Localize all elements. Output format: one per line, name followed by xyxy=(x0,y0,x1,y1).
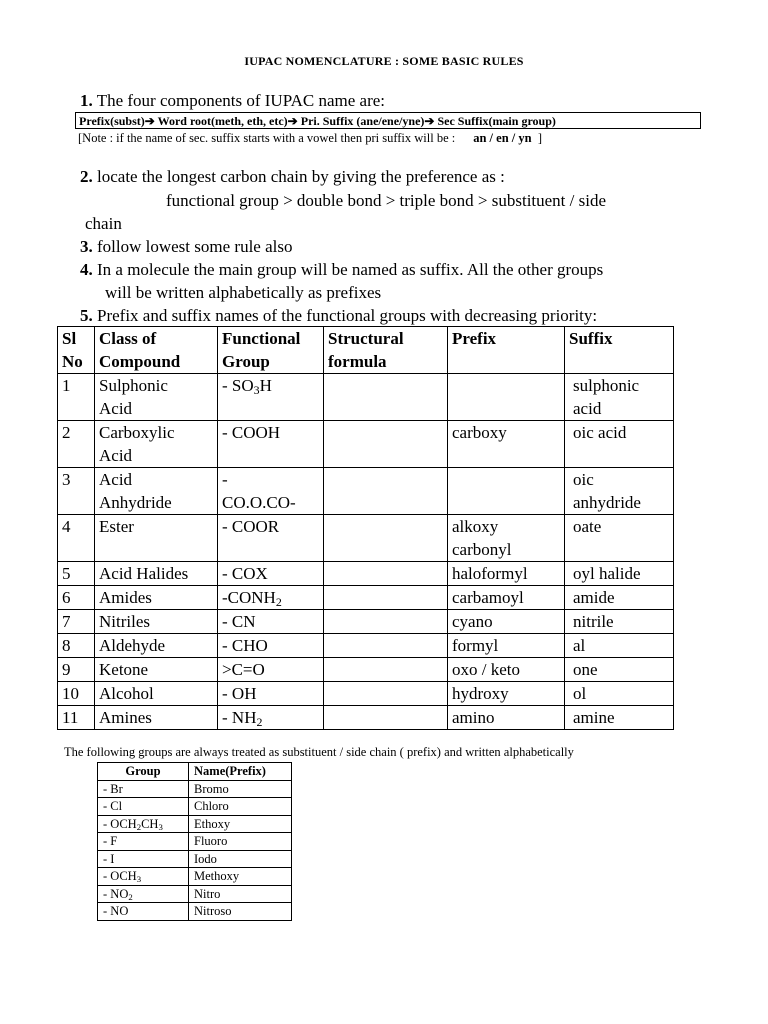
cell-structural-formula xyxy=(324,562,448,586)
rule-1-text: The four components of IUPAC name are: xyxy=(96,91,386,110)
cell-functional-group: $-CONH_2$ xyxy=(218,586,324,610)
cell-suffix: amine xyxy=(565,706,674,730)
cell-sl-no: 5 xyxy=(58,562,95,586)
note xyxy=(78,131,542,146)
cell-sl-no: 3 xyxy=(58,468,95,515)
cell-structural-formula xyxy=(324,515,448,562)
cell-class: Ketone xyxy=(95,658,218,682)
cell-suffix: al xyxy=(565,634,674,658)
substituent-row xyxy=(98,903,292,921)
components-box: Prefix(subst)➔ Word root(meth, eth, etc)➔ Pri. Suffix (ane/ene/yne)➔ Sec Suffix(main group) xyxy=(75,112,701,129)
cell-functional-group: - $NH_2$ xyxy=(218,706,324,730)
table-row xyxy=(58,515,674,562)
cell-sl-no: 8 xyxy=(58,634,95,658)
substituent-row xyxy=(98,868,292,886)
cell-structural-formula xyxy=(324,682,448,706)
cell-functional-group: - CHO xyxy=(218,634,324,658)
substituent-row xyxy=(98,833,292,851)
cell-suffix: ol xyxy=(565,682,674,706)
cell-group: - $OCH_3$ xyxy=(98,868,189,886)
cell-suffix: amide xyxy=(565,586,674,610)
header-class: Class of Compound xyxy=(95,327,218,374)
table-row xyxy=(58,586,674,610)
cell-sl-no: 1 xyxy=(58,374,95,421)
cell-prefix xyxy=(448,374,565,421)
substituent-row xyxy=(98,798,292,816)
rule-2 xyxy=(80,165,505,188)
substituent-note: The following groups are always treated as substituent / side chain ( prefix) and written alphabetically xyxy=(64,745,574,759)
cell-sl-no: 10 xyxy=(58,682,95,706)
cell-functional-group: - COOH xyxy=(218,421,324,468)
cell-group: - Br xyxy=(98,780,189,798)
rule-4-line2: will be written alphabetically as prefixes xyxy=(105,283,382,302)
rule-2-line2: functional group > double bond > triple bond > substituent / side xyxy=(166,191,607,210)
cell-prefix: oxo / keto xyxy=(448,658,565,682)
table-row xyxy=(58,610,674,634)
rule-2-line1: locate the longest carbon chain by giving the preference as : xyxy=(97,167,505,186)
substituent-row xyxy=(98,815,292,833)
rule-5-text: Prefix and suffix names of the functional groups with decreasing priority: xyxy=(97,306,598,325)
cell-sl-no: 6 xyxy=(58,586,95,610)
table-row xyxy=(58,421,674,468)
cell-suffix: oic anhydride xyxy=(565,468,674,515)
cell-structural-formula xyxy=(324,468,448,515)
cell-sl-no: 7 xyxy=(58,610,95,634)
cell-class: Acid Halides xyxy=(95,562,218,586)
cell-structural-formula xyxy=(324,610,448,634)
substituent-header-row xyxy=(98,763,292,781)
cell-prefix: haloformyl xyxy=(448,562,565,586)
functional-groups-table xyxy=(57,326,674,730)
cell-class: Amides xyxy=(95,586,218,610)
table-header-row xyxy=(58,327,674,374)
cell-prefix: hydroxy xyxy=(448,682,565,706)
cell-class: Ester xyxy=(95,515,218,562)
cell-suffix: oic acid xyxy=(565,421,674,468)
cell-group: - $NO_2$ xyxy=(98,885,189,903)
cell-prefix: formyl xyxy=(448,634,565,658)
cell-prefix: alkoxy carbonyl xyxy=(448,515,565,562)
cell-class: Nitriles xyxy=(95,610,218,634)
cell-functional-group: - $SO_3H$ xyxy=(218,374,324,421)
cell-prefix-name: Nitro xyxy=(189,885,292,903)
cell-structural-formula xyxy=(324,634,448,658)
header-name-prefix: Name(Prefix) xyxy=(189,763,292,781)
rule-1-number: 1. xyxy=(80,91,93,110)
cell-suffix: oyl halide xyxy=(565,562,674,586)
rule-4-line1: In a molecule the main group will be named as suffix. All the other groups xyxy=(97,260,604,279)
cell-class: Carboxylic Acid xyxy=(95,421,218,468)
note-text: [Note : if the name of sec. suffix starts with a vowel then pri suffix will be : xyxy=(78,131,456,145)
cell-class: Sulphonic Acid xyxy=(95,374,218,421)
cell-functional-group: - OH xyxy=(218,682,324,706)
cell-prefix-name: Iodo xyxy=(189,850,292,868)
table-row xyxy=(58,706,674,730)
header-prefix: Prefix xyxy=(448,327,565,374)
page-title: IUPAC NOMENCLATURE : SOME BASIC RULES xyxy=(244,54,524,68)
substituent-row xyxy=(98,850,292,868)
table-row xyxy=(58,634,674,658)
cell-prefix: carbamoyl xyxy=(448,586,565,610)
header-sl-no: Sl No xyxy=(58,327,95,374)
cell-group: - I xyxy=(98,850,189,868)
rule-4-number: 4. xyxy=(80,260,93,279)
table-row xyxy=(58,562,674,586)
cell-class: Alcohol xyxy=(95,682,218,706)
cell-suffix: oate xyxy=(565,515,674,562)
rule-3-text: follow lowest some rule also xyxy=(97,237,293,256)
cell-sl-no: 9 xyxy=(58,658,95,682)
cell-group: - $OCH_2CH_3$ xyxy=(98,815,189,833)
cell-group: - F xyxy=(98,833,189,851)
cell-prefix-name: Ethoxy xyxy=(189,815,292,833)
substituent-row xyxy=(98,780,292,798)
cell-prefix: cyano xyxy=(448,610,565,634)
cell-suffix: sulphonic acid xyxy=(565,374,674,421)
rule-3-number: 3. xyxy=(80,237,93,256)
rule-2-number: 2. xyxy=(80,167,93,186)
substituent-table xyxy=(97,762,292,921)
cell-class: Amines xyxy=(95,706,218,730)
cell-class: Acid Anhydride xyxy=(95,468,218,515)
cell-prefix-name: Chloro xyxy=(189,798,292,816)
header-structural-formula: Structural formula xyxy=(324,327,448,374)
rule-2-line3: chain xyxy=(85,214,122,233)
cell-prefix-name: Methoxy xyxy=(189,868,292,886)
cell-prefix xyxy=(448,468,565,515)
cell-structural-formula xyxy=(324,658,448,682)
note-close: ] xyxy=(537,131,543,145)
cell-prefix: carboxy xyxy=(448,421,565,468)
header-suffix: Suffix xyxy=(565,327,674,374)
table-row xyxy=(58,682,674,706)
cell-sl-no: 2 xyxy=(58,421,95,468)
table-row xyxy=(58,468,674,515)
cell-prefix-name: Bromo xyxy=(189,780,292,798)
header-functional-group: Functional Group xyxy=(218,327,324,374)
cell-class: Aldehyde xyxy=(95,634,218,658)
cell-group: - NO xyxy=(98,903,189,921)
rule-4 xyxy=(80,258,603,281)
cell-prefix: amino xyxy=(448,706,565,730)
cell-group: - Cl xyxy=(98,798,189,816)
cell-sl-no: 4 xyxy=(58,515,95,562)
cell-sl-no: 11 xyxy=(58,706,95,730)
rule-5 xyxy=(80,304,597,327)
note-bold: an / en / yn xyxy=(473,131,532,145)
cell-functional-group: - COOR xyxy=(218,515,324,562)
table-row xyxy=(58,658,674,682)
rule-3 xyxy=(80,235,292,258)
rule-5-number: 5. xyxy=(80,306,93,325)
cell-prefix-name: Fluoro xyxy=(189,833,292,851)
cell-suffix: one xyxy=(565,658,674,682)
cell-functional-group: - COX xyxy=(218,562,324,586)
cell-suffix: nitrile xyxy=(565,610,674,634)
cell-prefix-name: Nitroso xyxy=(189,903,292,921)
cell-functional-group: - CO.O.CO- xyxy=(218,468,324,515)
cell-structural-formula xyxy=(324,374,448,421)
cell-structural-formula xyxy=(324,706,448,730)
cell-functional-group: - CN xyxy=(218,610,324,634)
cell-structural-formula xyxy=(324,586,448,610)
cell-structural-formula xyxy=(324,421,448,468)
header-group: Group xyxy=(98,763,189,781)
rule-1 xyxy=(80,89,385,112)
substituent-row xyxy=(98,885,292,903)
table-row xyxy=(58,374,674,421)
cell-functional-group: >C=O xyxy=(218,658,324,682)
